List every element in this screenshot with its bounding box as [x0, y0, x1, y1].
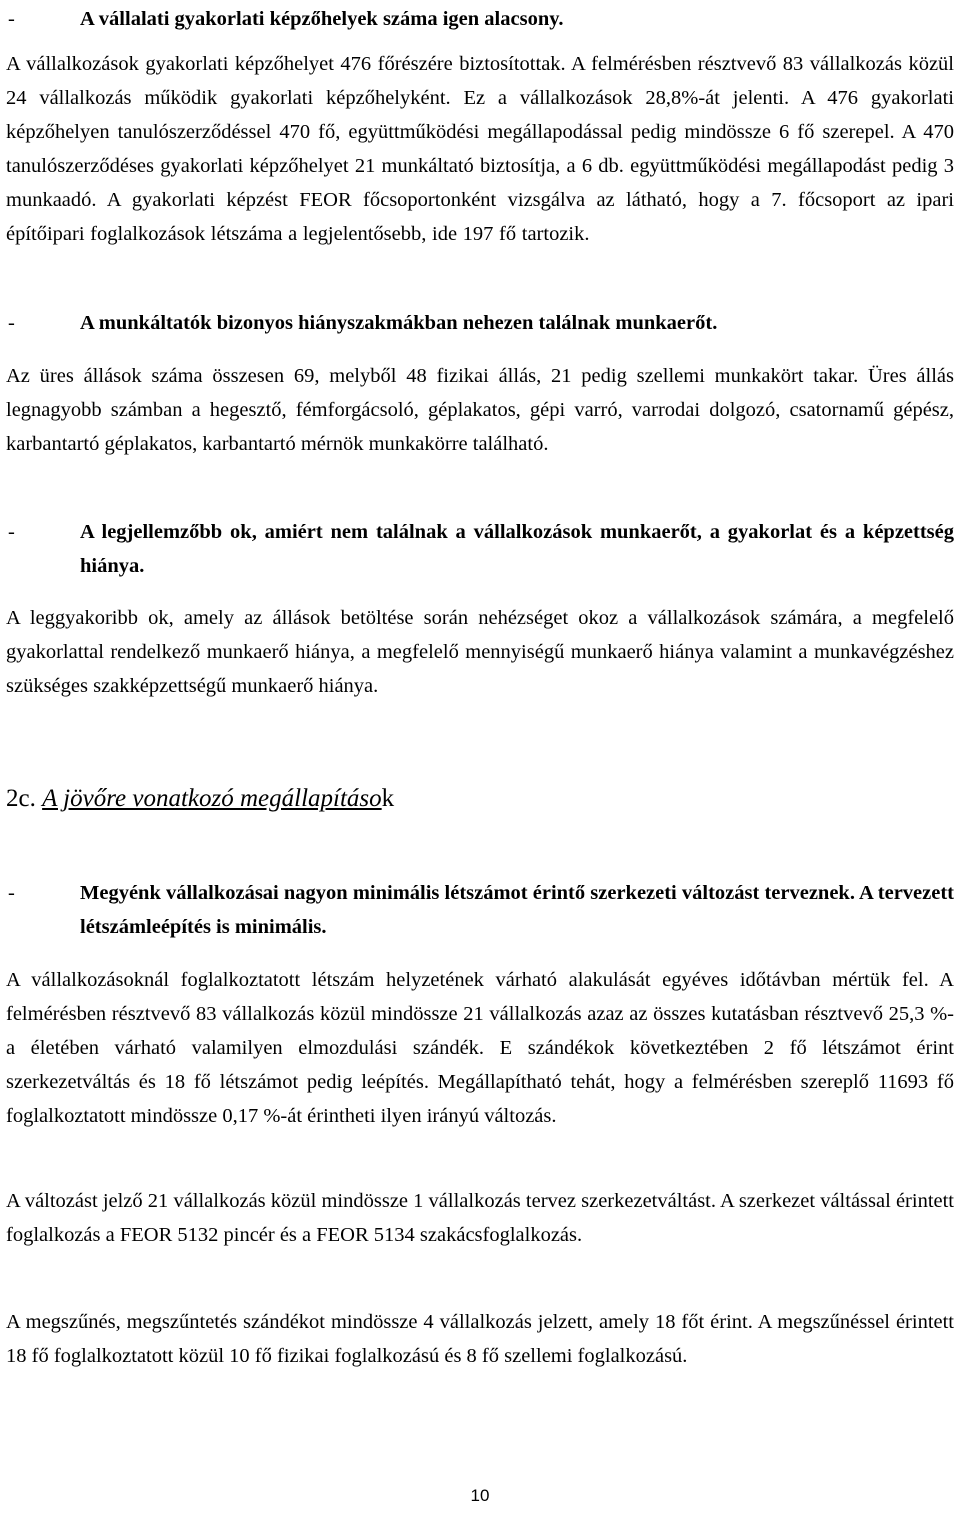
heading-text: Megyénk vállalkozásai nagyon minimális létszámot érintő szerkezeti változást terveznek. A tervezett létszámleépítés is minimális.: [80, 882, 954, 938]
heading-shortage-occupations: [6, 306, 954, 340]
heading-text: A munkáltatók bizonyos hiányszakmákban nehezen találnak munkaerőt.: [80, 312, 718, 334]
section-title-text: A jövőre vonatkozó megállapításo: [42, 785, 382, 812]
paragraph-restructuring: A változást jelző 21 vállalkozás közül mindössze 1 vállalkozás tervez szerkezetváltást. A szerkezet váltással érintett foglalkozás a FEOR 5132 pincér és a FEOR 5134 szakácsfoglalkozás.: [6, 1190, 954, 1246]
bullet-dash: -: [8, 312, 15, 334]
paragraph-termination: A megszűnés, megszűntetés szándékot mindössze 4 vállalkozás jelzett, amely 18 főt érint. A megszűnéssel érintett 18 fő foglalkoztatott közül 10 fő fizikai foglalkozású és 8 fő szellemi foglalkozású.: [6, 1311, 954, 1367]
bullet-dash: -: [8, 882, 15, 904]
heading-text: A legjellemzőbb ok, amiért nem találnak a vállalkozások munkaerőt, a gyakorlat és a képzettség hiánya.: [80, 521, 954, 577]
section-title-tail: k: [381, 785, 395, 812]
paragraph-training-places: A vállalkozások gyakorlati képzőhelyet 476 főrészére biztosítottak. A felmérésben résztvevő 83 vállalkozás közül 24 vállalkozás működik gyakorlati képzőhelyként. Ez a vállalkozások 28,8%-át jelenti. A 476 gyakorlati képzőhelyen tanulószerződéssel 470 fő, együttműködési megállapodással pedig mindössze 6 fő szerepel. A 470 tanulószerződéses gyakorlati képzőhelyet 21 munkáltató biztosítja, a 6 db. együttműködési megállapodást pedig 3 munkaadó. A gyakorlati képzést FEOR főcsoportonként vizsgálva az látható, hogy a 7. főcsoport az ipari építőipari foglalkozások létszáma a legjelentősebb, ide 197 fő tartozik.: [6, 53, 954, 245]
heading-main-reason: [6, 515, 954, 583]
bullet-dash: -: [8, 521, 15, 543]
paragraph-vacancies: Az üres állások száma összesen 69, melyből 48 fizikai állás, 21 pedig szellemi munkakört takar. Üres állás legnagyobb számban a hegesztő, fémforgácsoló, géplakatos, gépi varró, varrodai dolgozó, csatornamű gépész, karbantartó géplakatos, karbantartó mérnök munkakörre található.: [6, 365, 954, 455]
section-number: 2c.: [6, 785, 36, 812]
page-number: 10: [470, 1486, 490, 1505]
paragraph-headcount: A vállalkozásoknál foglalkoztatott létszám helyzetének várható alakulását egyéves időtávban mértük fel. A felmérésben résztvevő 83 vállalkozás közül mindössze 21 vállalkozás azaz az összes kutatásban résztvevő 25,3 %-a életében várható valamilyen elmozdulási szándék. E szándékok következtében 2 fő létszámot érint szerkezetváltás és 18 fő létszámot pedig leépítés. Megállapítható tehát, hogy a felmérésben szereplő 11693 fő foglalkoztatott mindössze 0,17 %-át érintheti ilyen irányú változás.: [6, 969, 954, 1127]
heading-structural-change: [6, 876, 954, 944]
paragraph-reasons: A leggyakoribb ok, amely az állások betöltése során nehézséget okoz a vállalkozások számára, a megfelelő gyakorlattal rendelkező munkaerő hiánya, a megfelelő mennyiségű munkaerő hiánya valamint a munkavégzéshez szükséges szakképzettségű munkaerő hiánya.: [6, 607, 954, 697]
bullet-dash: -: [8, 8, 15, 30]
heading-training-places: [6, 2, 954, 36]
heading-text: A vállalati gyakorlati képzőhelyek száma igen alacsony.: [80, 8, 564, 30]
section-title: [6, 782, 394, 816]
